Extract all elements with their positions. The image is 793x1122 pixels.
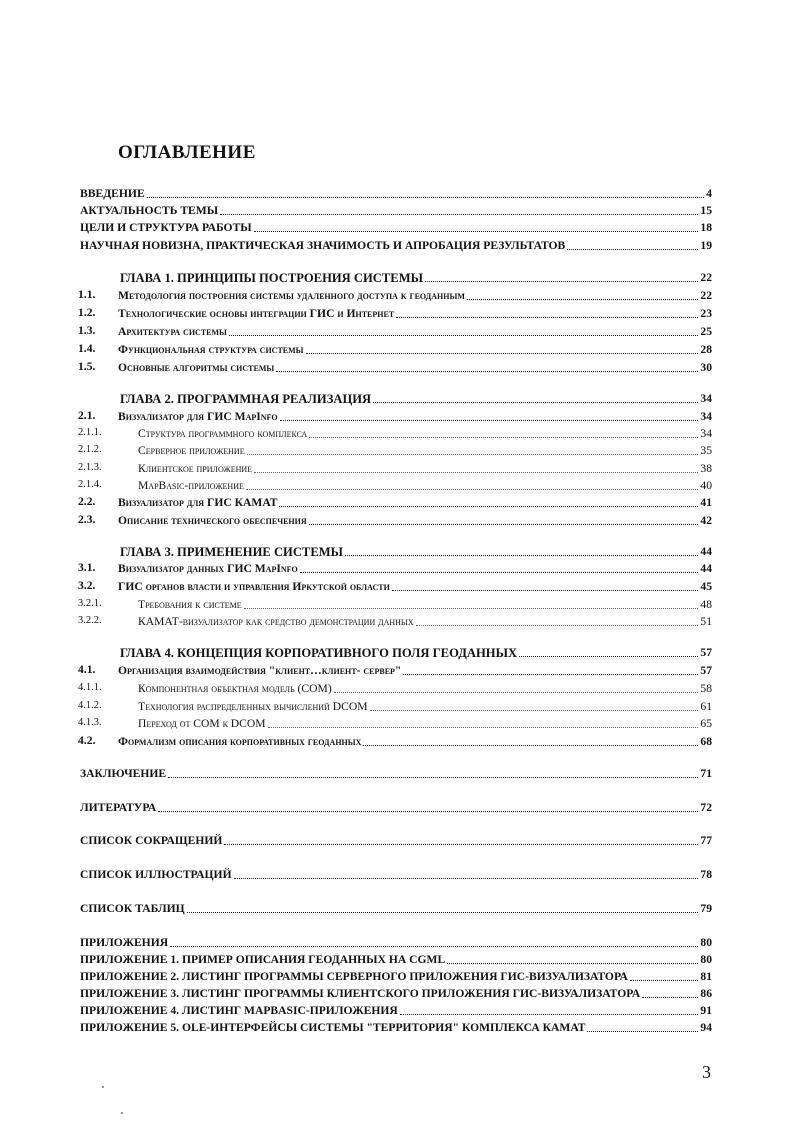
toc-entry-label: СПИСОК ИЛЛЮСТРАЦИЙ bbox=[80, 868, 232, 881]
toc-entry-label: ВВЕДЕНИЕ bbox=[80, 187, 145, 200]
page-title: ОГЛАВЛЕНИЕ bbox=[118, 142, 256, 163]
toc-entry bbox=[0, 984, 712, 1001]
dot-leader bbox=[220, 213, 698, 215]
toc-entry-page: 57 bbox=[700, 646, 712, 659]
dot-leader bbox=[642, 996, 698, 998]
toc-entry bbox=[0, 764, 712, 781]
toc-entry-page: 68 bbox=[700, 735, 712, 748]
toc-entry-page: 23 bbox=[700, 307, 712, 320]
dot-leader bbox=[244, 607, 699, 609]
toc-entry-page: 94 bbox=[700, 1021, 712, 1034]
toc-entry bbox=[0, 511, 712, 528]
toc-entry bbox=[0, 218, 712, 235]
page-number: 3 bbox=[702, 1062, 711, 1082]
toc-entry-label: ГЛАВА 1. ПРИНЦИПЫ ПОСТРОЕНИЯ СИСТЕМЫ bbox=[120, 271, 423, 285]
toc-entry bbox=[0, 286, 712, 303]
toc-entry-number: 4.1. bbox=[78, 663, 96, 676]
toc-entry-label: Визуализатор для ГИС MapInfo bbox=[118, 410, 278, 423]
toc-entry-label: Серверное приложение bbox=[138, 444, 245, 457]
scan-speck bbox=[121, 1112, 123, 1114]
toc-entry-number: 2.1. bbox=[78, 409, 96, 422]
toc-entry-label: СПИСОК ТАБЛИЦ bbox=[80, 902, 185, 915]
toc-entry-page: 35 bbox=[700, 444, 712, 457]
toc-entry-page: 57 bbox=[700, 664, 712, 677]
toc-entry-page: 78 bbox=[700, 868, 712, 881]
toc-entry bbox=[0, 1001, 712, 1018]
toc-entry-number: 3.2.2. bbox=[78, 615, 102, 626]
toc-entry bbox=[0, 661, 712, 678]
toc-entry bbox=[0, 476, 712, 493]
toc-entry-label: ПРИЛОЖЕНИЕ 1. ПРИМЕР ОПИСАНИЯ ГЕОДАННЫХ НА CGML bbox=[80, 953, 446, 966]
toc-entry-page: 40 bbox=[700, 479, 712, 492]
toc-entry-page: 34 bbox=[700, 427, 712, 440]
toc-entry-number: 4.1.3. bbox=[78, 717, 102, 728]
dot-leader bbox=[392, 589, 699, 591]
toc-entry bbox=[0, 304, 712, 321]
toc-entry-page: 79 bbox=[700, 902, 712, 915]
toc-entry bbox=[0, 236, 712, 253]
dot-leader bbox=[254, 230, 699, 232]
toc-entry-page: 61 bbox=[700, 700, 712, 713]
dot-leader bbox=[224, 843, 698, 845]
dot-leader bbox=[280, 419, 699, 421]
toc-entry-number: 4.2. bbox=[78, 734, 96, 747]
dot-leader bbox=[467, 298, 699, 300]
toc-entry-page: 45 bbox=[700, 580, 712, 593]
dot-leader bbox=[247, 453, 699, 455]
dot-leader bbox=[300, 571, 699, 573]
toc-entry-label: Методология построения системы удаленного доступа к геоданным bbox=[118, 289, 465, 302]
toc-entry bbox=[0, 798, 712, 815]
dot-leader bbox=[309, 523, 699, 525]
dot-leader bbox=[187, 911, 699, 913]
dot-leader bbox=[158, 810, 698, 812]
toc-entry-page: 44 bbox=[700, 545, 712, 558]
toc-entry-label: Формализм описания корпоративных геоданных bbox=[118, 735, 362, 748]
toc-entry-label: ГЛАВА 3. ПРИМЕНЕНИЕ СИСТЕМЫ bbox=[120, 545, 343, 559]
toc-entry-page: 65 bbox=[700, 717, 712, 730]
toc-entry-page: 48 bbox=[700, 598, 712, 611]
toc-entry-label: ЗАКЛЮЧЕНИЕ bbox=[80, 767, 167, 780]
toc-entry-page: 25 bbox=[700, 325, 712, 338]
toc-entry-page: 41 bbox=[700, 496, 712, 509]
toc-entry-number: 1.1. bbox=[78, 288, 96, 301]
toc-entry-page: 81 bbox=[700, 970, 712, 983]
toc-entry-page: 77 bbox=[700, 834, 712, 847]
toc-entry-label: АКТУАЛЬНОСТЬ ТЕМЫ bbox=[80, 204, 219, 217]
toc-entry bbox=[0, 865, 712, 882]
toc-entry bbox=[0, 612, 712, 629]
toc-entry bbox=[0, 679, 712, 696]
toc-entry-page: 19 bbox=[700, 239, 712, 252]
toc-entry-number: 1.4. bbox=[78, 342, 96, 355]
toc-entry bbox=[0, 899, 712, 916]
toc-entry-page: 4 bbox=[706, 187, 712, 200]
toc-entry-page: 34 bbox=[700, 410, 712, 423]
dot-leader bbox=[254, 471, 698, 473]
toc-entry-page: 30 bbox=[700, 361, 712, 374]
toc-entry-label: Технология распределенных вычислений DCOM bbox=[138, 700, 368, 713]
toc-entry-label: Архитектура системы bbox=[118, 325, 227, 338]
toc-entry-label: MapBasic-приложение bbox=[138, 479, 244, 492]
toc-entry bbox=[0, 389, 712, 406]
toc-entry bbox=[0, 493, 712, 510]
dot-leader bbox=[147, 196, 705, 198]
dot-leader bbox=[587, 1030, 698, 1032]
dot-leader bbox=[268, 726, 699, 728]
toc-entry-label: Структура программного комплекса bbox=[138, 427, 308, 440]
dot-leader bbox=[416, 624, 699, 626]
toc-entry-number: 1.5. bbox=[78, 360, 96, 373]
toc-entry-page: 58 bbox=[700, 682, 712, 695]
toc-entry-label: СПИСОК СОКРАЩЕНИЙ bbox=[80, 834, 223, 847]
dot-leader bbox=[363, 744, 698, 746]
toc-entry bbox=[0, 358, 712, 375]
dot-leader bbox=[396, 316, 698, 318]
toc-entry-page: 42 bbox=[700, 514, 712, 527]
scan-speck bbox=[102, 1086, 104, 1088]
toc-entry-label: Клиентское приложение bbox=[138, 462, 253, 475]
toc-entry-label: Описание технического обеспечения bbox=[118, 514, 307, 527]
toc-entry bbox=[0, 732, 712, 749]
toc-entry-label: Визуализатор для ГИС КАМАТ bbox=[118, 496, 278, 509]
toc-entry bbox=[0, 424, 712, 441]
toc-entry-page: 22 bbox=[700, 271, 712, 284]
toc-entry-label: Переход от COM к DCOM bbox=[138, 717, 266, 730]
dot-leader bbox=[447, 962, 698, 964]
dot-leader bbox=[306, 352, 699, 354]
toc-entry bbox=[0, 1018, 712, 1035]
toc-entry-label: ПРИЛОЖЕНИЕ 2. ЛИСТИНГ ПРОГРАММЫ СЕРВЕРНОГО ПРИЛОЖЕНИЯ ГИС-ВИЗУАЛИЗАТОРА bbox=[80, 970, 628, 983]
dot-leader bbox=[345, 554, 698, 556]
toc-entry-label: ЛИТЕРАТУРА bbox=[80, 801, 157, 814]
toc-entry bbox=[0, 595, 712, 612]
toc-entry-page: 22 bbox=[700, 289, 712, 302]
toc-entry-number: 2.1.3. bbox=[78, 462, 102, 473]
toc-entry-page: 72 bbox=[700, 801, 712, 814]
toc-entry-number: 2.2. bbox=[78, 495, 96, 508]
toc-entry bbox=[0, 322, 712, 339]
toc-entry-number: 2.1.1. bbox=[78, 427, 102, 438]
toc-entry-number: 4.1.2. bbox=[78, 700, 102, 711]
toc-entry-label: Основные алгоритмы системы bbox=[118, 361, 275, 374]
toc-entry-page: 34 bbox=[700, 392, 712, 405]
toc-entry-label: Организация взаимодействия "клиент…клиент- сервер" bbox=[118, 664, 402, 677]
toc-entry bbox=[0, 340, 712, 357]
dot-leader bbox=[373, 401, 698, 403]
toc-entry bbox=[0, 933, 712, 950]
dot-leader bbox=[370, 709, 699, 711]
toc-entry-label: ПРИЛОЖЕНИЕ 5. OLE-ИНТЕРФЕЙСЫ СИСТЕМЫ "ТЕРРИТОРИЯ" КОМПЛЕКСА КАМАТ bbox=[80, 1021, 586, 1034]
dot-leader bbox=[279, 505, 698, 507]
toc-entry-label: ПРИЛОЖЕНИЯ bbox=[80, 936, 169, 949]
dot-leader bbox=[309, 436, 698, 438]
toc-entry-label: ПРИЛОЖЕНИЕ 4. ЛИСТИНГ MAPBASIC-ПРИЛОЖЕНИЯ bbox=[80, 1004, 398, 1017]
dot-leader bbox=[630, 979, 698, 981]
dot-leader bbox=[567, 248, 698, 250]
toc-entry bbox=[0, 697, 712, 714]
toc-entry-number: 2.3. bbox=[78, 513, 96, 526]
dot-leader bbox=[403, 673, 698, 675]
toc-entry bbox=[0, 577, 712, 594]
toc-entry-label: Компонентная объектная модель (COM) bbox=[138, 682, 332, 695]
toc-entry-label: Функциональная структура системы bbox=[118, 343, 304, 356]
dot-leader bbox=[246, 488, 699, 490]
toc-entry-number: 3.2.1. bbox=[78, 598, 102, 609]
toc-entry-label: ГЛАВА 2. ПРОГРАММНАЯ РЕАЛИЗАЦИЯ bbox=[120, 392, 372, 406]
toc-entry bbox=[0, 459, 712, 476]
toc-entry-label: ПРИЛОЖЕНИЕ 3. ЛИСТИНГ ПРОГРАММЫ КЛИЕНТСКОГО ПРИЛОЖЕНИЯ ГИС-ВИЗУАЛИЗАТОРА bbox=[80, 987, 641, 1000]
toc-entry bbox=[0, 950, 712, 967]
toc-entry-page: 86 bbox=[700, 987, 712, 1000]
dot-leader bbox=[168, 776, 698, 778]
toc-entry-page: 51 bbox=[700, 615, 712, 628]
toc-entry-label: ЦЕЛИ И СТРУКТУРА РАБОТЫ bbox=[80, 221, 252, 234]
dot-leader bbox=[400, 1013, 699, 1015]
toc-entry-page: 80 bbox=[700, 953, 712, 966]
dot-leader bbox=[234, 877, 699, 879]
toc-entry bbox=[0, 201, 712, 218]
toc-entry-page: 71 bbox=[700, 767, 712, 780]
toc-entry bbox=[0, 559, 712, 576]
toc-entry-number: 1.3. bbox=[78, 324, 96, 337]
toc-entry-page: 91 bbox=[700, 1004, 712, 1017]
toc-entry bbox=[0, 441, 712, 458]
toc-entry-label: НАУЧНАЯ НОВИЗНА, ПРАКТИЧЕСКАЯ ЗНАЧИМОСТЬ И АПРОБАЦИЯ РЕЗУЛЬТАТОВ bbox=[80, 239, 566, 252]
toc-entry-number: 3.2. bbox=[78, 579, 96, 592]
toc-entry-number: 2.1.4. bbox=[78, 479, 102, 490]
toc-entry-page: 80 bbox=[700, 936, 712, 949]
dot-leader bbox=[334, 691, 699, 693]
toc-entry-label: Требования к системе bbox=[138, 598, 242, 611]
toc-entry bbox=[0, 407, 712, 424]
toc-entry bbox=[0, 714, 712, 731]
toc-entry bbox=[0, 831, 712, 848]
toc-entry-label: Технологические основы интеграции ГИС и Интернет bbox=[118, 307, 395, 320]
toc-entry-page: 18 bbox=[700, 221, 712, 234]
toc-entry bbox=[0, 542, 712, 559]
toc-entry bbox=[0, 643, 712, 660]
dot-leader bbox=[170, 945, 698, 947]
toc-entry-number: 2.1.2. bbox=[78, 444, 102, 455]
toc-entry-number: 1.2. bbox=[78, 306, 96, 319]
toc-entry-page: 44 bbox=[700, 562, 712, 575]
toc-entry-label: КАМАТ-визуализатор как средство демонстрации данных bbox=[138, 615, 414, 628]
toc-entry-label: Визуализатор данных ГИС MapInfo bbox=[118, 562, 298, 575]
dot-leader bbox=[276, 370, 698, 372]
dot-leader bbox=[519, 655, 698, 657]
toc-entry-page: 15 bbox=[700, 204, 712, 217]
dot-leader bbox=[229, 334, 698, 336]
toc-entry bbox=[0, 184, 712, 201]
toc-entry bbox=[0, 967, 712, 984]
toc-entry-label: ГЛАВА 4. КОНЦЕПЦИЯ КОРПОРАТИВНОГО ПОЛЯ ГЕОДАННЫХ bbox=[120, 646, 518, 660]
dot-leader bbox=[425, 280, 698, 282]
toc-entry-number: 3.1. bbox=[78, 561, 96, 574]
toc-entry-label: ГИС органов власти и управления Иркутской области bbox=[118, 580, 390, 593]
toc-entry-number: 4.1.1. bbox=[78, 682, 102, 693]
toc-entry bbox=[0, 268, 712, 285]
toc-entry-page: 28 bbox=[700, 343, 712, 356]
toc-entry-page: 38 bbox=[700, 462, 712, 475]
